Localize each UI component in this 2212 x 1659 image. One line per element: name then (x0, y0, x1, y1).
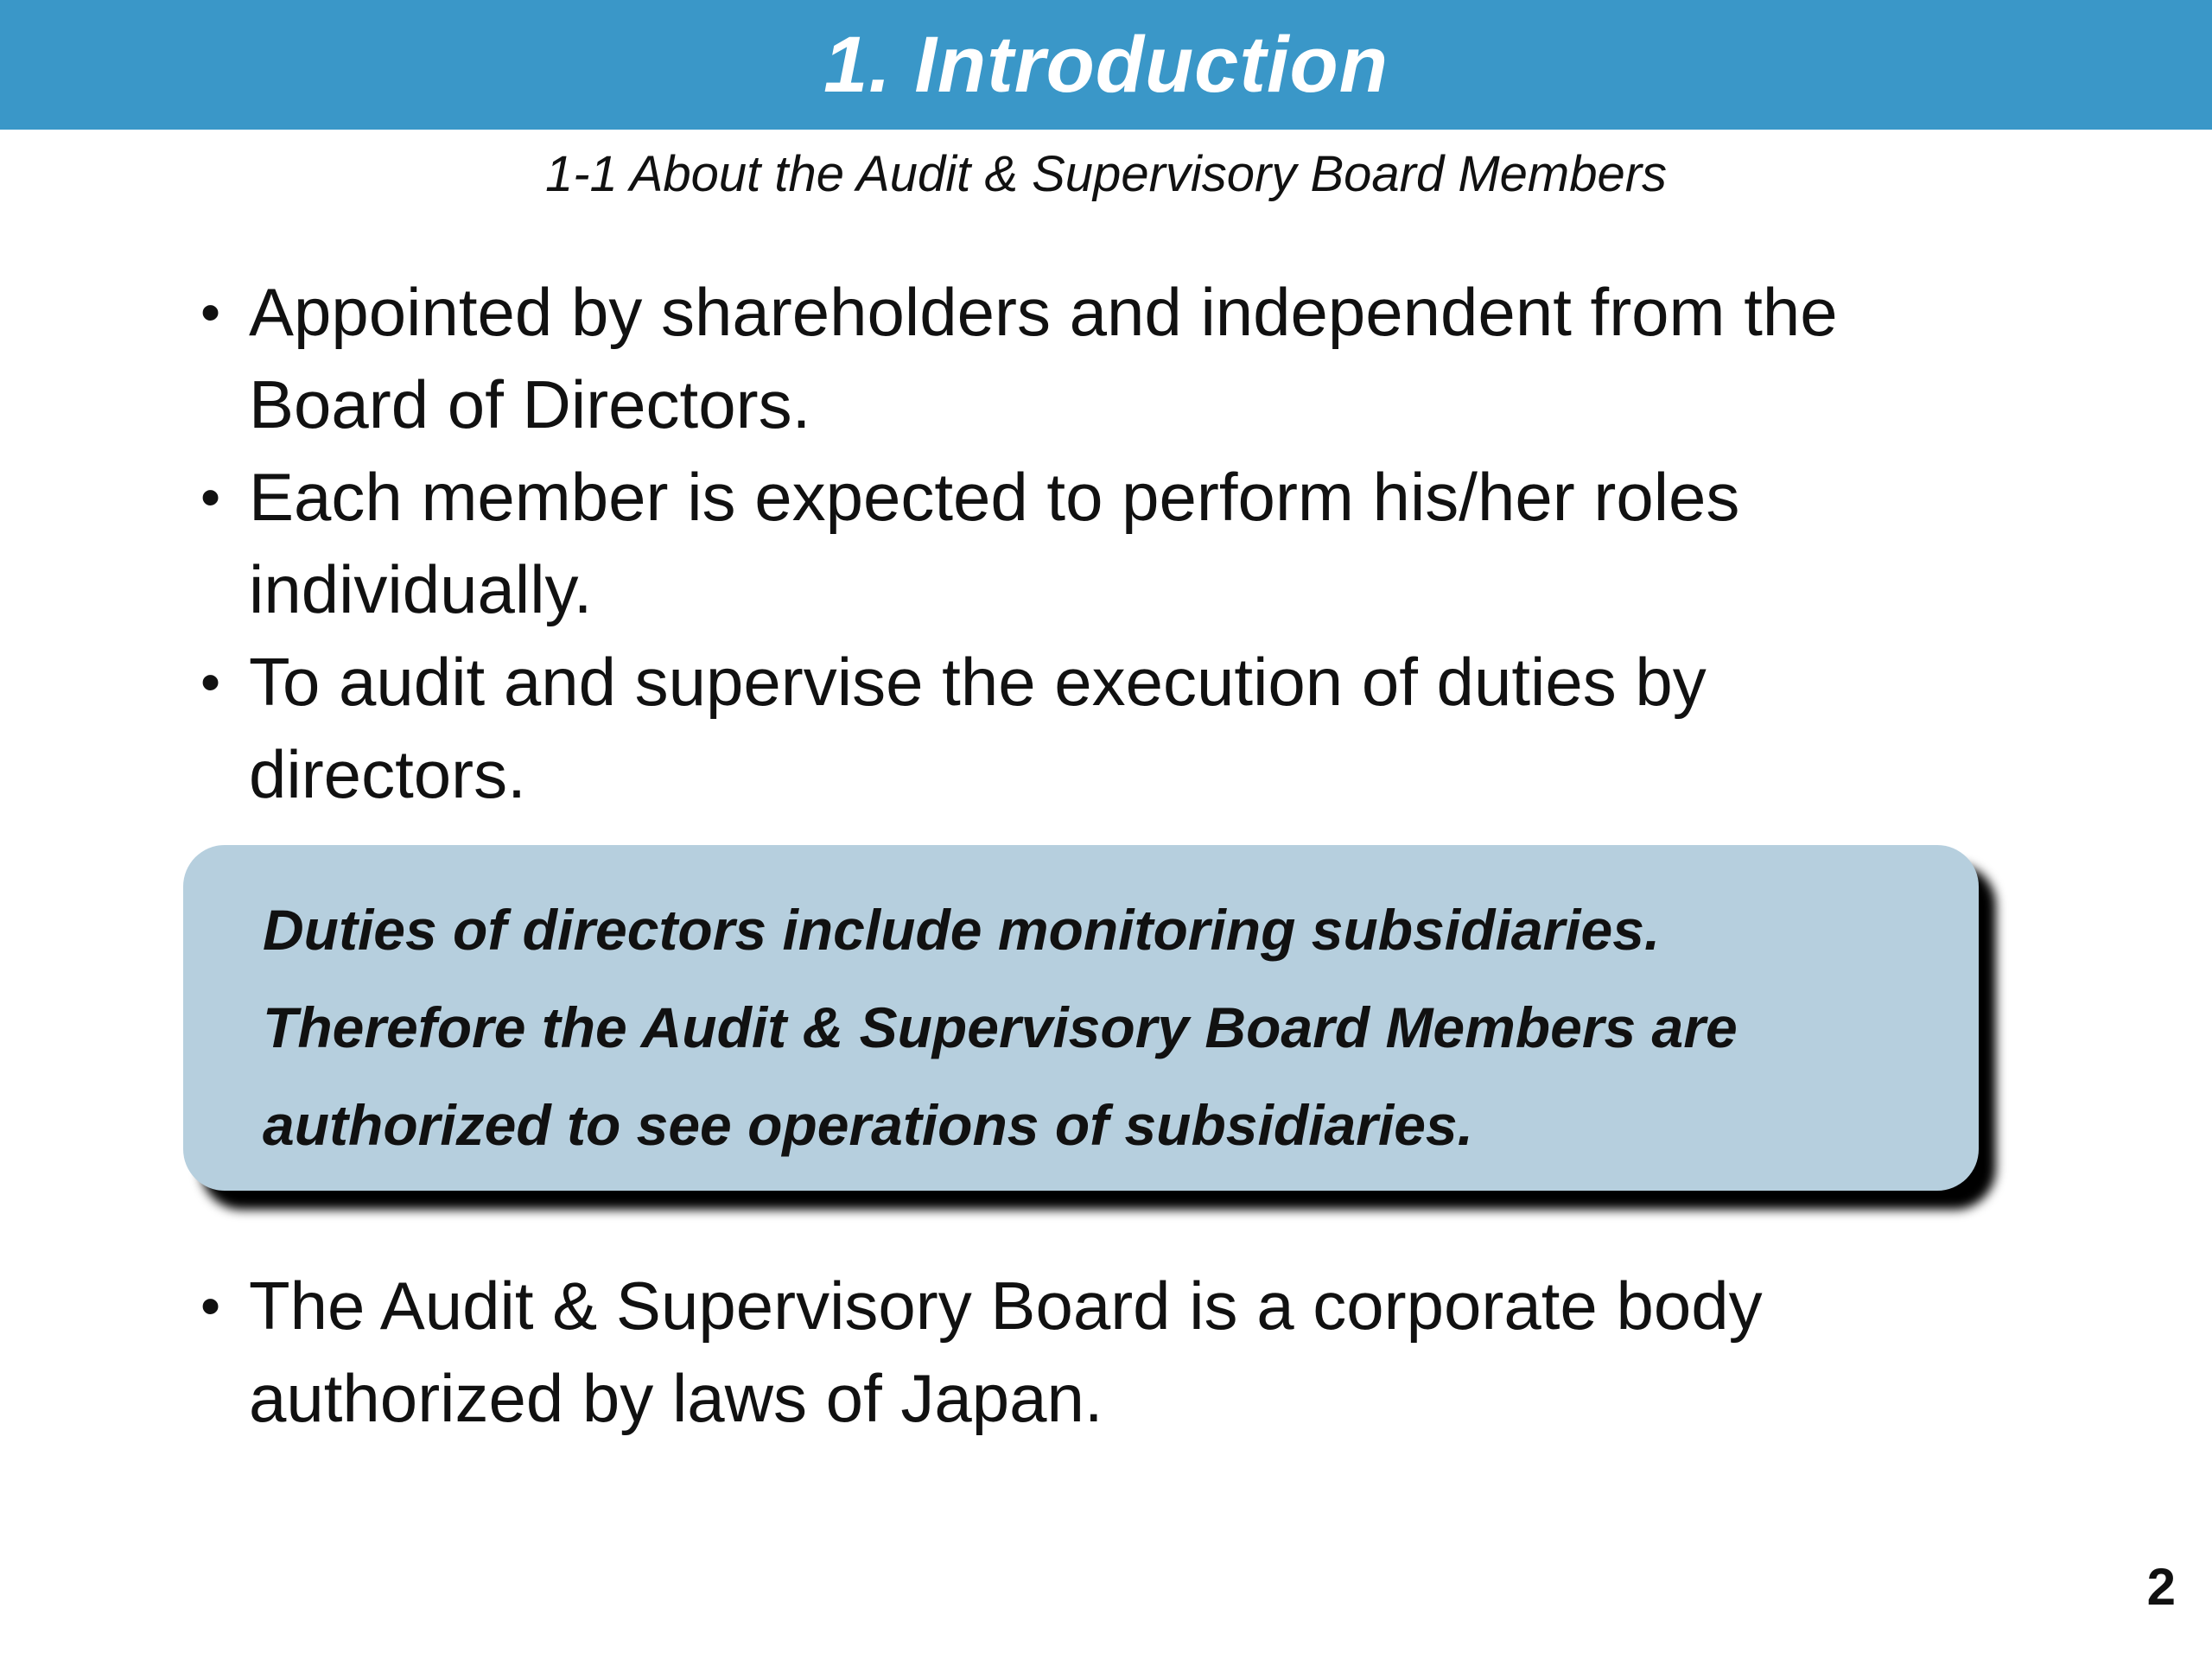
bullet-line: individually. (249, 551, 593, 627)
bullet-item (200, 636, 2015, 821)
bullet-line: authorized by laws of Japan. (249, 1360, 1103, 1436)
bullet-line: To audit and supervise the execution of duties by (249, 644, 1707, 720)
bullet-line: Board of Directors. (249, 366, 811, 442)
bullet-line: Each member is expected to perform his/her roles (249, 459, 1740, 535)
bullet-marker: • (200, 465, 221, 529)
bullet-line: Appointed by shareholders and independent from the (249, 274, 1838, 350)
bullet-item (200, 1260, 2015, 1445)
slide-title: 1. Introduction (823, 20, 1389, 109)
callout-line: Therefore the Audit & Supervisory Board Members are (263, 995, 1738, 1059)
slide-subtitle: 1-1 About the Audit & Supervisory Board Members (544, 146, 1668, 202)
bullet-marker: • (200, 1274, 221, 1338)
bullet-list-top (200, 266, 2015, 821)
callout-line: Duties of directors include monitoring subsidiaries. (263, 898, 1661, 962)
page-number: 2 (2146, 1558, 2176, 1616)
bullet-line: The Audit & Supervisory Board is a corporate body (249, 1268, 1763, 1344)
bullet-line: directors. (249, 736, 526, 812)
bullet-list-bottom (200, 1260, 2015, 1445)
callout-box (183, 845, 1979, 1191)
bullet-item (200, 451, 2015, 636)
bullet-item (200, 266, 2015, 451)
bullet-marker: • (200, 650, 221, 714)
callout-panel (183, 845, 1979, 1191)
callout-line: authorized to see operations of subsidiaries. (263, 1093, 1473, 1157)
title-bar (0, 0, 2212, 130)
bullet-marker: • (200, 280, 221, 344)
